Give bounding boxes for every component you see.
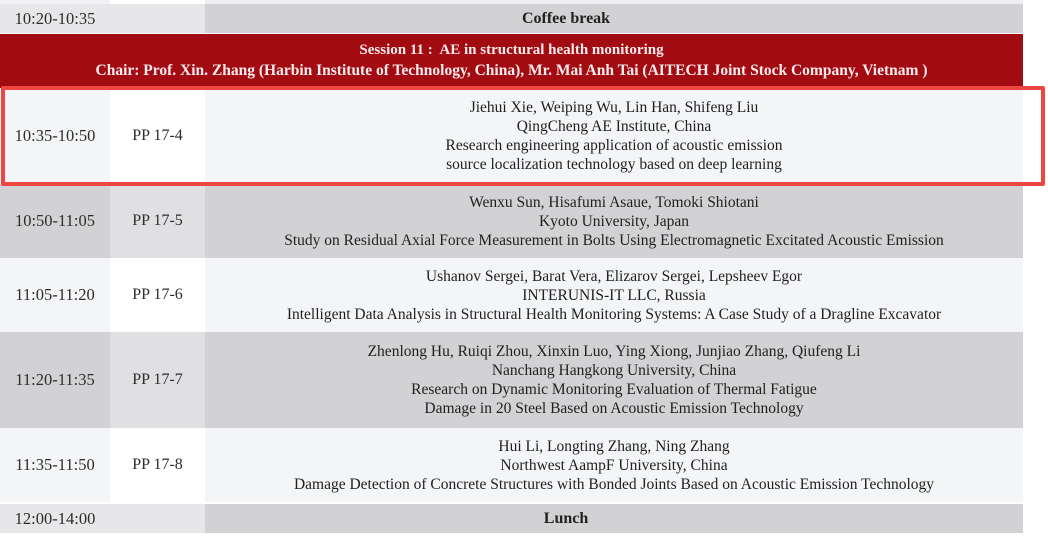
session-details: [205, 258, 1023, 332]
session-text-line: Ushanov Sergei, Barat Vera, Elizarov Sergei, Lepsheev Egor: [425, 267, 803, 285]
session-code: PP 17-8: [110, 428, 205, 502]
session-code: PP 17-7: [110, 332, 205, 428]
session-title: Session 11 : AE in structural health monitoring: [359, 42, 664, 58]
session-text-line: Hui Li, Longting Zhang, Ning Zhang: [498, 437, 730, 455]
coffee-break-label: Coffee break: [205, 4, 1023, 33]
session-header: [0, 34, 1023, 88]
session-time: 10:35-10:50: [0, 88, 110, 184]
session-text-line: Jiehui Xie, Weiping Wu, Lin Han, Shifeng Liu: [469, 99, 759, 116]
session-row[interactable]: [0, 184, 1023, 258]
session-details: [205, 428, 1023, 502]
session-details: [205, 184, 1023, 258]
session-text-line: Wenxu Sun, Hisafumi Asaue, Tomoki Shiotani: [469, 193, 759, 211]
session-text-line: Study on Residual Axial Force Measurement in Bolts Using Electromagnetic Excitated Acoustic Emission: [284, 231, 944, 249]
session-details: [205, 332, 1023, 428]
session-code: PP 17-5: [110, 184, 205, 258]
session-text-line: Zhenlong Hu, Ruiqi Zhou, Xinxin Luo, Ying Xiong, Junjiao Zhang, Qiufeng Li: [367, 343, 861, 360]
session-text-line: Damage Detection of Concrete Structures with Bonded Joints Based on Acoustic Emission Technology: [293, 475, 935, 493]
session-time: 10:50-11:05: [0, 184, 110, 258]
session-row[interactable]: [0, 428, 1023, 502]
lunch-row: [0, 502, 1023, 533]
session-row[interactable]: [0, 88, 1023, 184]
session-text-line: Research on Dynamic Monitoring Evaluation of Thermal Fatigue: [411, 381, 817, 398]
session-text-line: Nanchang Hangkong University, China: [491, 362, 737, 379]
session-time: 11:35-11:50: [0, 428, 110, 502]
session-code: PP 17-4: [110, 88, 205, 184]
coffee-break-row: [0, 4, 1023, 34]
lunch-label: Lunch: [205, 504, 1023, 533]
session-text-line: INTERUNIS-IT LLC, Russia: [522, 286, 706, 304]
session-time: 11:05-11:20: [0, 258, 110, 332]
session-text-line: source localization technology based on deep learning: [446, 156, 782, 173]
session-text-line: Northwest AampF University, China: [500, 456, 728, 474]
session-details: [205, 88, 1023, 184]
session-row[interactable]: [0, 332, 1023, 428]
session-row[interactable]: [0, 258, 1023, 332]
session-chairs: Chair: Prof. Xin. Zhang (Harbin Institute of Technology, China), Mr. Mai Anh Tai (AITECH Joint Stock Company, Vietnam ): [95, 62, 928, 79]
session-rows-container: [0, 88, 1023, 502]
session-text-line: Damage in 20 Steel Based on Acoustic Emission Technology: [424, 400, 804, 417]
session-text-line: Kyoto University, Japan: [538, 212, 690, 230]
session-time: 11:20-11:35: [0, 332, 110, 428]
coffee-break-time: 10:20-10:35: [0, 4, 205, 33]
session-text-line: Intelligent Data Analysis in Structural Health Monitoring Systems: A Case Study of a Dragline Excavator: [286, 305, 942, 323]
session-text-line: QingCheng AE Institute, China: [516, 118, 712, 135]
session-code: PP 17-6: [110, 258, 205, 332]
lunch-time: 12:00-14:00: [0, 504, 205, 533]
session-text-line: Research engineering application of acoustic emission: [445, 137, 783, 154]
